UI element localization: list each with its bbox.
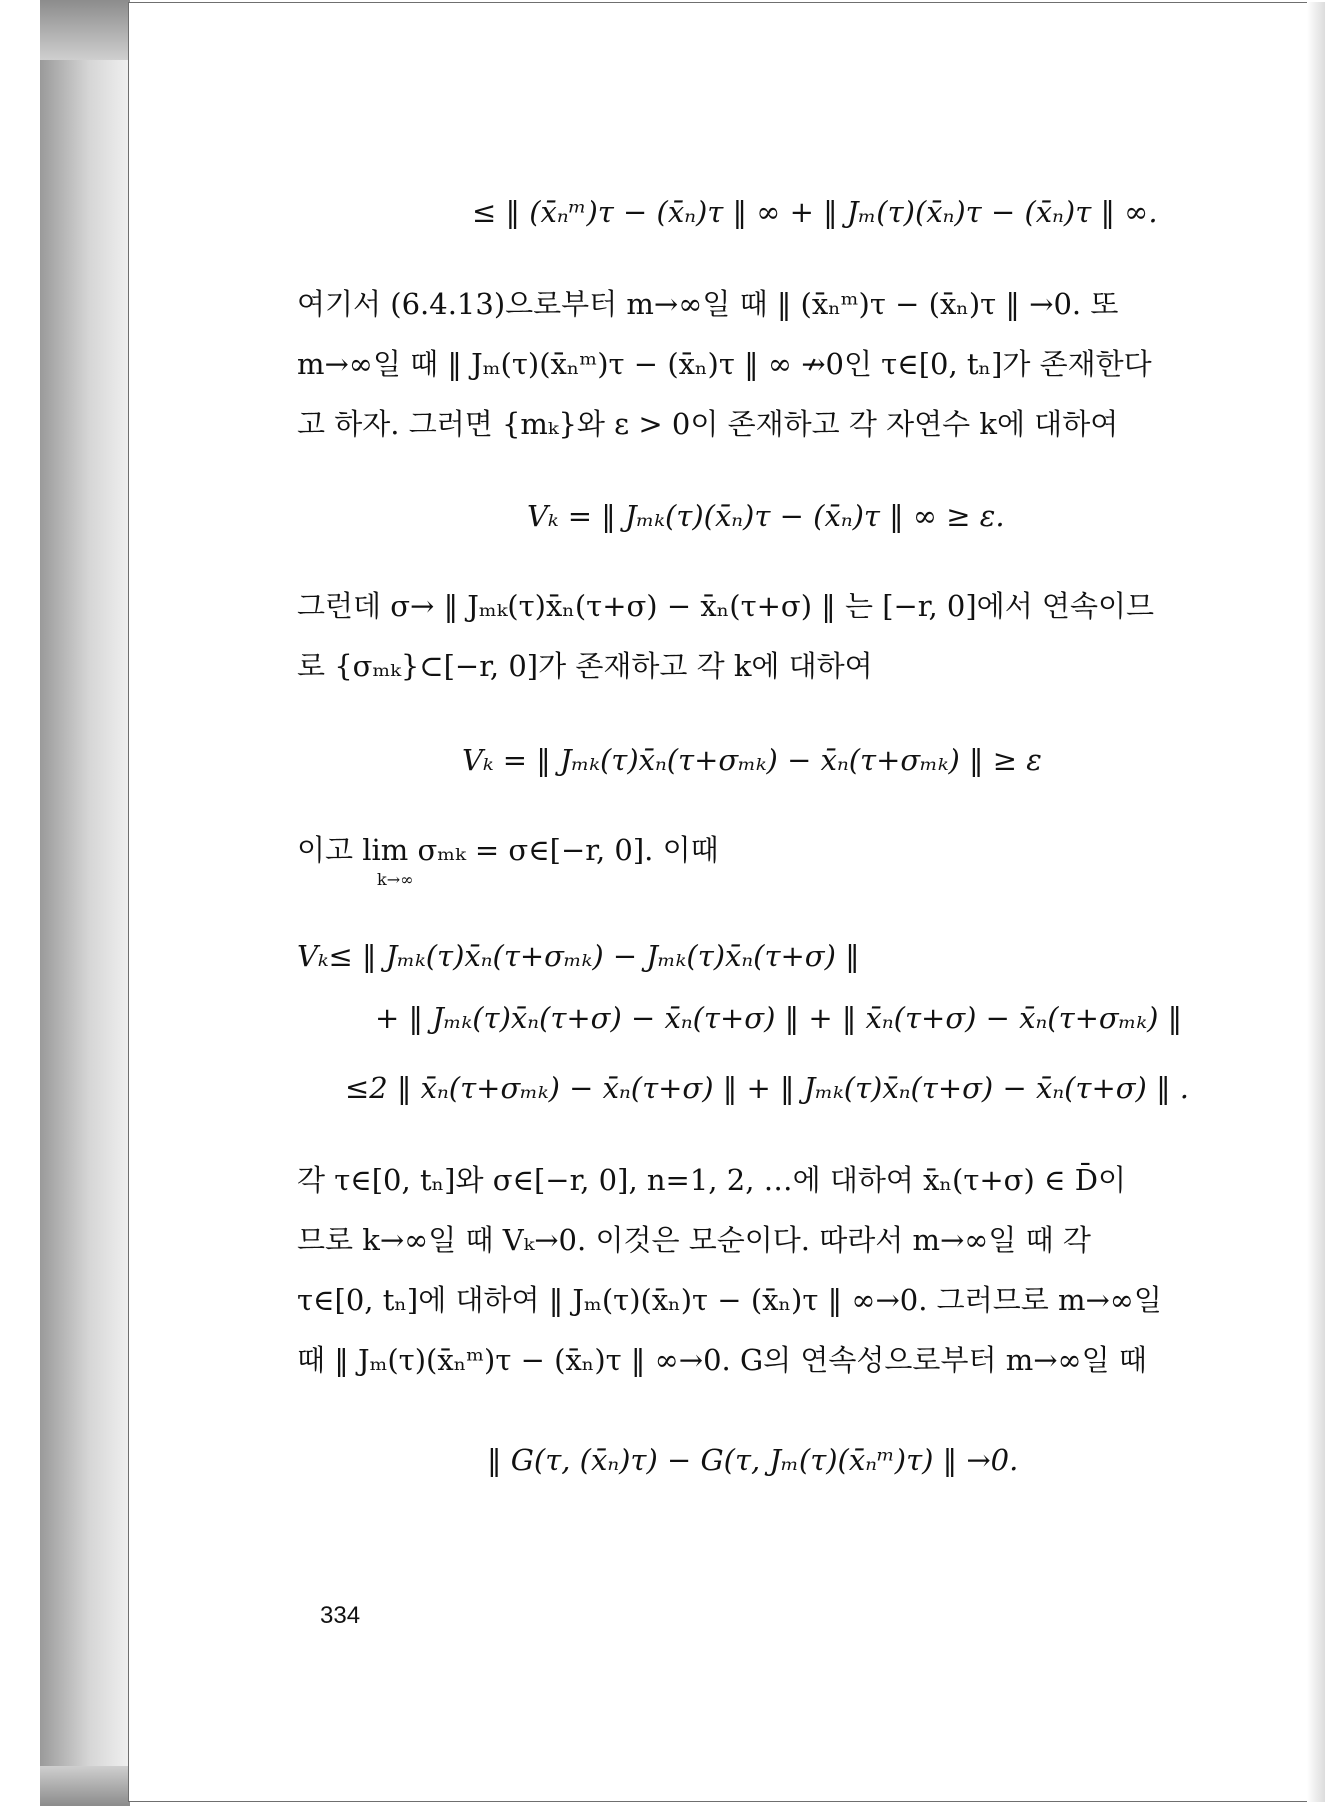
equation-line: Vₖ = ‖ Jₘₖ(τ)(x̄ₙ)τ − (x̄ₙ)τ ‖ ∞ ≥ ε. <box>527 499 1005 533</box>
book-spine-bottom <box>40 1766 130 1806</box>
text-line: m→∞일 때 ‖ Jₘ(τ)(x̄ₙᵐ)τ − (x̄ₙ)τ ‖ ∞ ↛0인 τ∈[0, tₙ]가 존재한다 <box>297 347 1152 381</box>
equation-line: Vₖ = ‖ Jₘₖ(τ)x̄ₙ(τ+σₘₖ) − x̄ₙ(τ+σₘₖ) ‖ ≥ ε <box>462 743 1042 777</box>
book-page <box>128 2 1311 1802</box>
text-line: 때 ‖ Jₘ(τ)(x̄ₙᵐ)τ − (x̄ₙ)τ ‖ ∞→0. G의 연속성으로부터 m→∞일 때 <box>297 1343 1147 1377</box>
text-line: 여기서 (6.4.13)으로부터 m→∞일 때 ‖ (x̄ₙᵐ)τ − (x̄ₙ)τ ‖ →0. 또 <box>297 287 1119 321</box>
text-line: 이고 lim σₘₖ = σ∈[−r, 0]. 이때 <box>297 833 719 867</box>
text-line: 고 하자. 그러면 {mₖ}와 ε > 0이 존재하고 각 자연수 k에 대하여 <box>297 407 1119 441</box>
limit-subscript: k→∞ <box>377 870 414 889</box>
page-number: 334 <box>320 1602 361 1629</box>
text-line: τ∈[0, tₙ]에 대하여 ‖ Jₘ(τ)(x̄ₙ)τ − (x̄ₙ)τ ‖ ∞→0. 그러므로 m→∞일 <box>297 1283 1162 1317</box>
text-line: 므로 k→∞일 때 Vₖ→0. 이것은 모순이다. 따라서 m→∞일 때 각 <box>297 1223 1091 1257</box>
book-spine-top <box>40 0 130 60</box>
book-spine <box>40 0 130 1806</box>
text-line: 그런데 σ→ ‖ Jₘₖ(τ)x̄ₙ(τ+σ) − x̄ₙ(τ+σ) ‖ 는 [−r, 0]에서 연속이므 <box>297 589 1154 623</box>
equation-line: ≤2 ‖ x̄ₙ(τ+σₘₖ) − x̄ₙ(τ+σ) ‖ + ‖ Jₘₖ(τ)x̄ₙ(τ+σ) − x̄ₙ(τ+σ) ‖ . <box>345 1071 1190 1105</box>
page-edge <box>1307 2 1325 1802</box>
text-line: 각 τ∈[0, tₙ]와 σ∈[−r, 0], n=1, 2, …에 대하여 x̄ₙ(τ+σ) ∈ D̄이 <box>297 1163 1126 1197</box>
equation-line: Vₖ≤ ‖ Jₘₖ(τ)x̄ₙ(τ+σₘₖ) − Jₘₖ(τ)x̄ₙ(τ+σ) ‖ <box>297 939 860 973</box>
equation-line: ‖ G(τ, (x̄ₙ)τ) − G(τ, Jₘ(τ)(x̄ₙᵐ)τ) ‖ →0. <box>487 1443 1019 1477</box>
text-line: 로 {σₘₖ}⊂[−r, 0]가 존재하고 각 k에 대하여 <box>297 649 873 683</box>
equation-line: + ‖ Jₘₖ(τ)x̄ₙ(τ+σ) − x̄ₙ(τ+σ) ‖ + ‖ x̄ₙ(τ+σ) − x̄ₙ(τ+σₘₖ) ‖ <box>375 1001 1183 1035</box>
equation-line: ≤ ‖ (x̄ₙᵐ)τ − (x̄ₙ)τ ‖ ∞ + ‖ Jₘ(τ)(x̄ₙ)τ − (x̄ₙ)τ ‖ ∞. <box>472 195 1158 229</box>
